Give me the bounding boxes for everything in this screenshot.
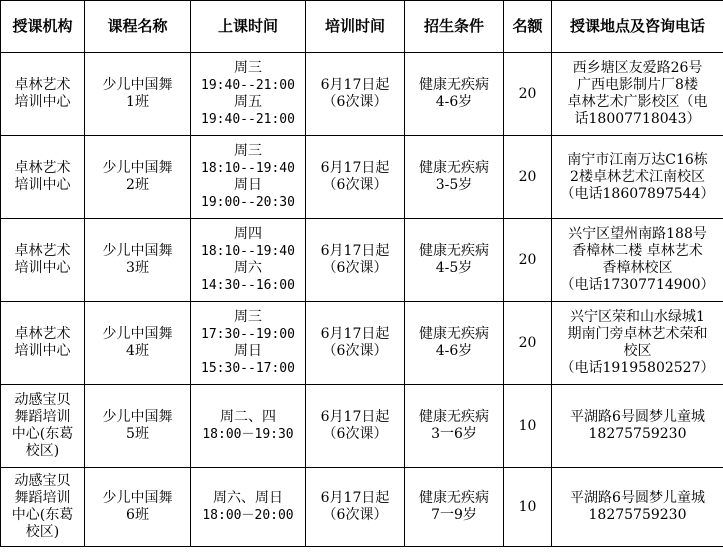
cell-course-text: 少儿中国舞 6班 xyxy=(102,490,173,523)
cell-period xyxy=(306,219,405,302)
schedule-time: 18:00－20:00 xyxy=(202,508,294,523)
cell-location-text: 南宁市江南万达C16栋 2楼卓林艺术江南校区 （电话18607897544） xyxy=(560,151,715,202)
cell-org xyxy=(1,468,85,547)
cell-location-text: 平湖路6号圆梦儿童城 18275759230 xyxy=(570,490,705,523)
schedule-day: 周六 xyxy=(234,260,262,276)
cell-condition xyxy=(405,53,504,136)
table-row xyxy=(1,53,723,136)
cell-period-text: 6月17日起 （6次课） xyxy=(320,409,390,442)
schedule-time: 14:30--16:00 xyxy=(201,278,295,293)
cell-schedule xyxy=(191,302,306,385)
table-row xyxy=(1,136,723,219)
schedule-day: 周日 xyxy=(234,177,262,193)
cell-location xyxy=(552,53,723,136)
cell-location-text: 兴宁区望州南路188号 香樟林二楼 卓林艺术 香樟林校区 （电话17307714900） xyxy=(560,226,715,293)
schedule-day: 周四 xyxy=(234,226,262,242)
header-course: 课程名称 xyxy=(85,1,191,53)
header-location: 授课地点及咨询电话 xyxy=(552,1,723,53)
cell-location-text: 兴宁区荣和山水绿城1 期南门旁卓林艺术荣和 校区 （电话19195802527） xyxy=(560,309,715,376)
header-period: 培训时间 xyxy=(306,1,405,53)
cell-org-text: 动感宝贝 舞蹈培训 中心(东葛 校区) xyxy=(11,392,74,459)
cell-quota-text: 10 xyxy=(518,498,537,515)
cell-course-text: 少儿中国舞 2班 xyxy=(102,160,173,193)
cell-condition-text: 健康无疾病 3一6岁 xyxy=(419,409,489,442)
cell-location xyxy=(552,219,723,302)
cell-course xyxy=(85,468,191,547)
cell-course xyxy=(85,219,191,302)
cell-course-text: 少儿中国舞 5班 xyxy=(102,409,173,442)
cell-period xyxy=(306,385,405,468)
cell-quota xyxy=(504,302,552,385)
cell-condition xyxy=(405,219,504,302)
schedule-time: 18:00－19:30 xyxy=(202,427,294,442)
cell-schedule xyxy=(191,53,306,136)
cell-condition xyxy=(405,385,504,468)
cell-period-text: 6月17日起 （6次课） xyxy=(320,490,390,523)
schedule-day: 周五 xyxy=(234,94,262,110)
cell-org-text: 卓林艺术 培训中心 xyxy=(14,77,71,110)
cell-quota xyxy=(504,219,552,302)
cell-period-text: 6月17日起 （6次课） xyxy=(320,326,390,359)
schedule-time: 18:10--19:40 xyxy=(201,244,295,259)
cell-location xyxy=(552,136,723,219)
table-row xyxy=(1,219,723,302)
cell-location-text: 平湖路6号圆梦儿童城 18275759230 xyxy=(570,409,705,442)
cell-quota xyxy=(504,385,552,468)
cell-quota xyxy=(504,468,552,547)
cell-condition-text: 健康无疾病 4-5岁 xyxy=(419,243,489,276)
cell-schedule xyxy=(191,219,306,302)
cell-period-text: 6月17日起 （6次课） xyxy=(320,160,390,193)
cell-org-text: 卓林艺术 培训中心 xyxy=(14,326,71,359)
cell-condition xyxy=(405,136,504,219)
cell-quota xyxy=(504,136,552,219)
cell-course xyxy=(85,302,191,385)
cell-quota-text: 20 xyxy=(518,85,537,102)
cell-org xyxy=(1,219,85,302)
cell-schedule xyxy=(191,468,306,547)
cell-org xyxy=(1,53,85,136)
cell-location xyxy=(552,385,723,468)
cell-org xyxy=(1,302,85,385)
cell-org-text: 卓林艺术 培训中心 xyxy=(14,160,71,193)
header-org: 授课机构 xyxy=(1,1,85,53)
table-row xyxy=(1,385,723,468)
schedule-day: 周日 xyxy=(234,343,262,359)
cell-location xyxy=(552,302,723,385)
schedule-time: 19:00--20:30 xyxy=(201,195,295,210)
cell-condition-text: 健康无疾病 4-6岁 xyxy=(419,77,489,110)
schedule-time: 17:30--19:00 xyxy=(201,327,295,342)
schedule-time: 19:40--21:00 xyxy=(201,78,295,93)
cell-course xyxy=(85,385,191,468)
cell-period xyxy=(306,468,405,547)
cell-course xyxy=(85,53,191,136)
cell-period-text: 6月17日起 （6次课） xyxy=(320,77,390,110)
cell-schedule xyxy=(191,136,306,219)
cell-course-text: 少儿中国舞 3班 xyxy=(102,243,173,276)
header-quota: 名额 xyxy=(504,1,552,53)
table-row xyxy=(1,468,723,547)
cell-quota xyxy=(504,53,552,136)
schedule-time: 18:10--19:40 xyxy=(201,161,295,176)
header-schedule: 上课时间 xyxy=(191,1,306,53)
schedule-day: 周六、周日 xyxy=(213,490,283,506)
cell-condition-text: 健康无疾病 7一9岁 xyxy=(419,490,489,523)
cell-org-text: 卓林艺术 培训中心 xyxy=(14,243,71,276)
cell-condition xyxy=(405,468,504,547)
cell-quota-text: 20 xyxy=(518,251,537,268)
schedule-time: 15:30--17:00 xyxy=(201,361,295,376)
cell-quota-text: 20 xyxy=(518,168,537,185)
cell-condition-text: 健康无疾病 3-5岁 xyxy=(419,160,489,193)
cell-condition xyxy=(405,302,504,385)
cell-course-text: 少儿中国舞 1班 xyxy=(102,77,173,110)
schedule-day: 周三 xyxy=(234,309,262,325)
cell-condition-text: 健康无疾病 4-6岁 xyxy=(419,326,489,359)
cell-quota-text: 20 xyxy=(518,334,537,351)
cell-location-text: 西乡塘区友爱路26号 广西电影制片厂8楼 卓林艺术广影校区（电 话18007718043） xyxy=(567,60,708,127)
cell-schedule xyxy=(191,385,306,468)
header-condition: 招生条件 xyxy=(405,1,504,53)
cell-quota-text: 10 xyxy=(518,417,537,434)
schedule-day: 周三 xyxy=(234,143,262,159)
cell-org xyxy=(1,136,85,219)
table-row xyxy=(1,302,723,385)
cell-course xyxy=(85,136,191,219)
header-row xyxy=(1,1,723,53)
cell-period-text: 6月17日起 （6次课） xyxy=(320,243,390,276)
cell-period xyxy=(306,136,405,219)
cell-period xyxy=(306,53,405,136)
schedule-time: 19:40--21:00 xyxy=(201,112,295,127)
cell-course-text: 少儿中国舞 4班 xyxy=(102,326,173,359)
schedule-day: 周二、四 xyxy=(220,409,276,425)
cell-location xyxy=(552,468,723,547)
cell-org xyxy=(1,385,85,468)
cell-period xyxy=(306,302,405,385)
schedule-day: 周三 xyxy=(234,60,262,76)
table-body xyxy=(1,53,723,547)
cell-org-text: 动感宝贝 舞蹈培训 中心(东葛 校区) xyxy=(11,473,74,540)
